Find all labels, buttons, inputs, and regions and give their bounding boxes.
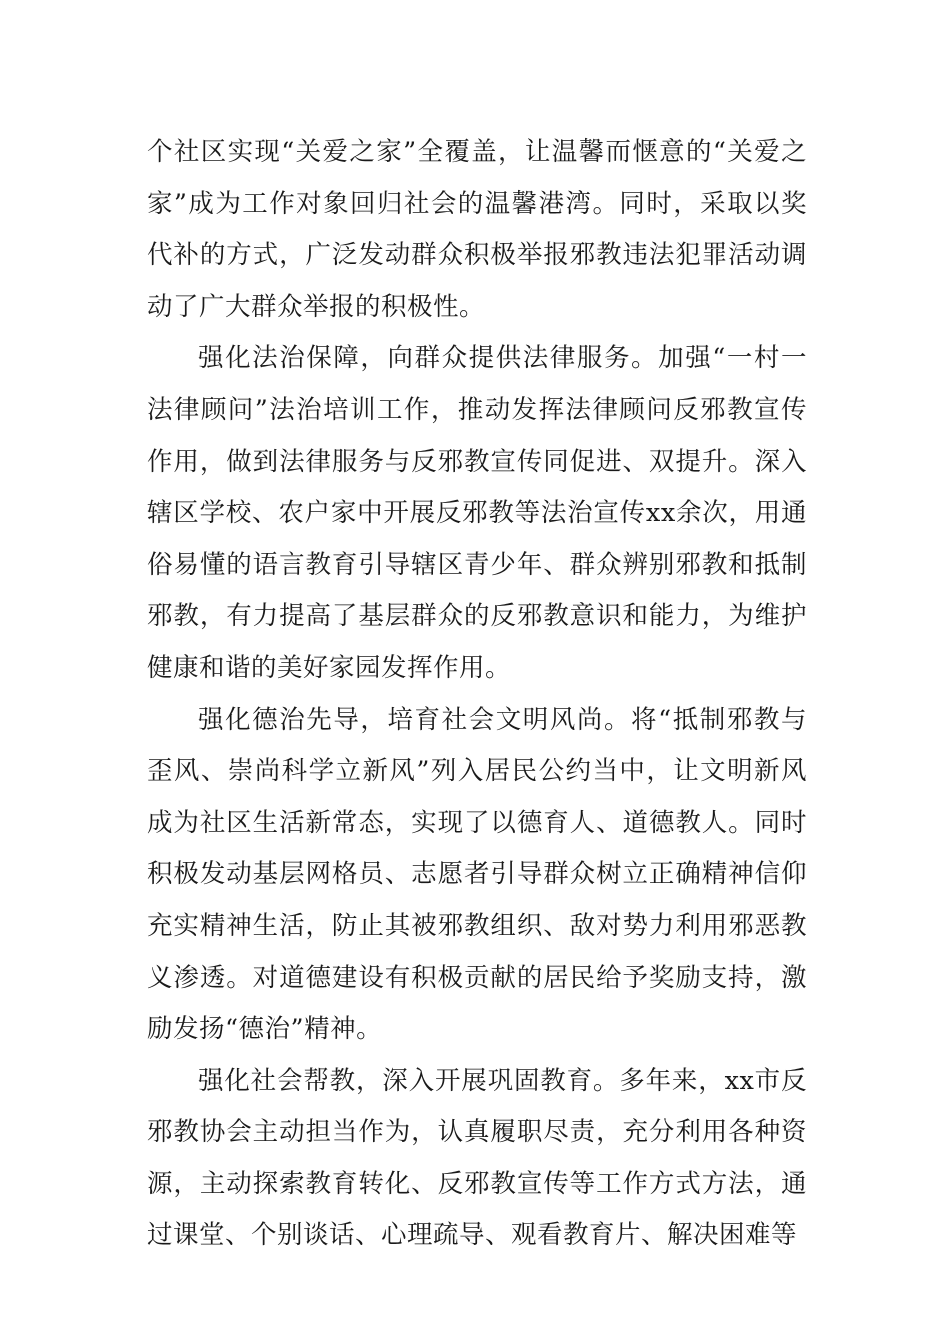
paragraph-rule-of-law: 强化法治保障，向群众提供法律服务。加强“一村一法律顾问”法治培训工作，推动发挥法律顾问反邪教宣传作用，做到法律服务与反邪教宣传同促进、双提升。深入辖区学校、农户家中开展反邪教等法治宣传xx余次，用通俗易懂的语言教育引导辖区青少年、群众辨别邪教和抵制邪教，有力提高了基层群众的反邪教意识和能力，为维护健康和谐的美好家园发挥作用。 [147,343,807,683]
paragraph-social-assistance: 强化社会帮教，深入开展巩固教育。多年来，xx市反邪教协会主动担当作为，认真履职尽责，充分利用各种资源，主动探索教育转化、反邪教宣传等工作方式方法，通过课堂、个别谈话、心理疏导、观看教育片、解决困难等 [147,1065,807,1251]
paragraph-rule-of-virtue: 强化德治先导，培育社会文明风尚。将“抵制邪教与歪风、崇尚科学立新风”列入居民公约当中，让文明新风成为社区生活新常态，实现了以德育人、道德教人。同时积极发动基层网格员、志愿者引导群众树立正确精神信仰充实精神生活，防止其被邪教组织、敌对势力利用邪恶教义渗透。对道德建设有积极贡献的居民给予奖励支持，激励发扬“德治”精神。 [147,704,807,1045]
document-body [147,127,807,1262]
paragraph-continuation: 个社区实现“关爱之家”全覆盖，让温馨而惬意的“关爱之家”成为工作对象回归社会的温馨港湾。同时，采取以奖代补的方式，广泛发动群众积极举报邪教违法犯罪活动调动了广大群众举报的积极性。 [147,137,807,322]
